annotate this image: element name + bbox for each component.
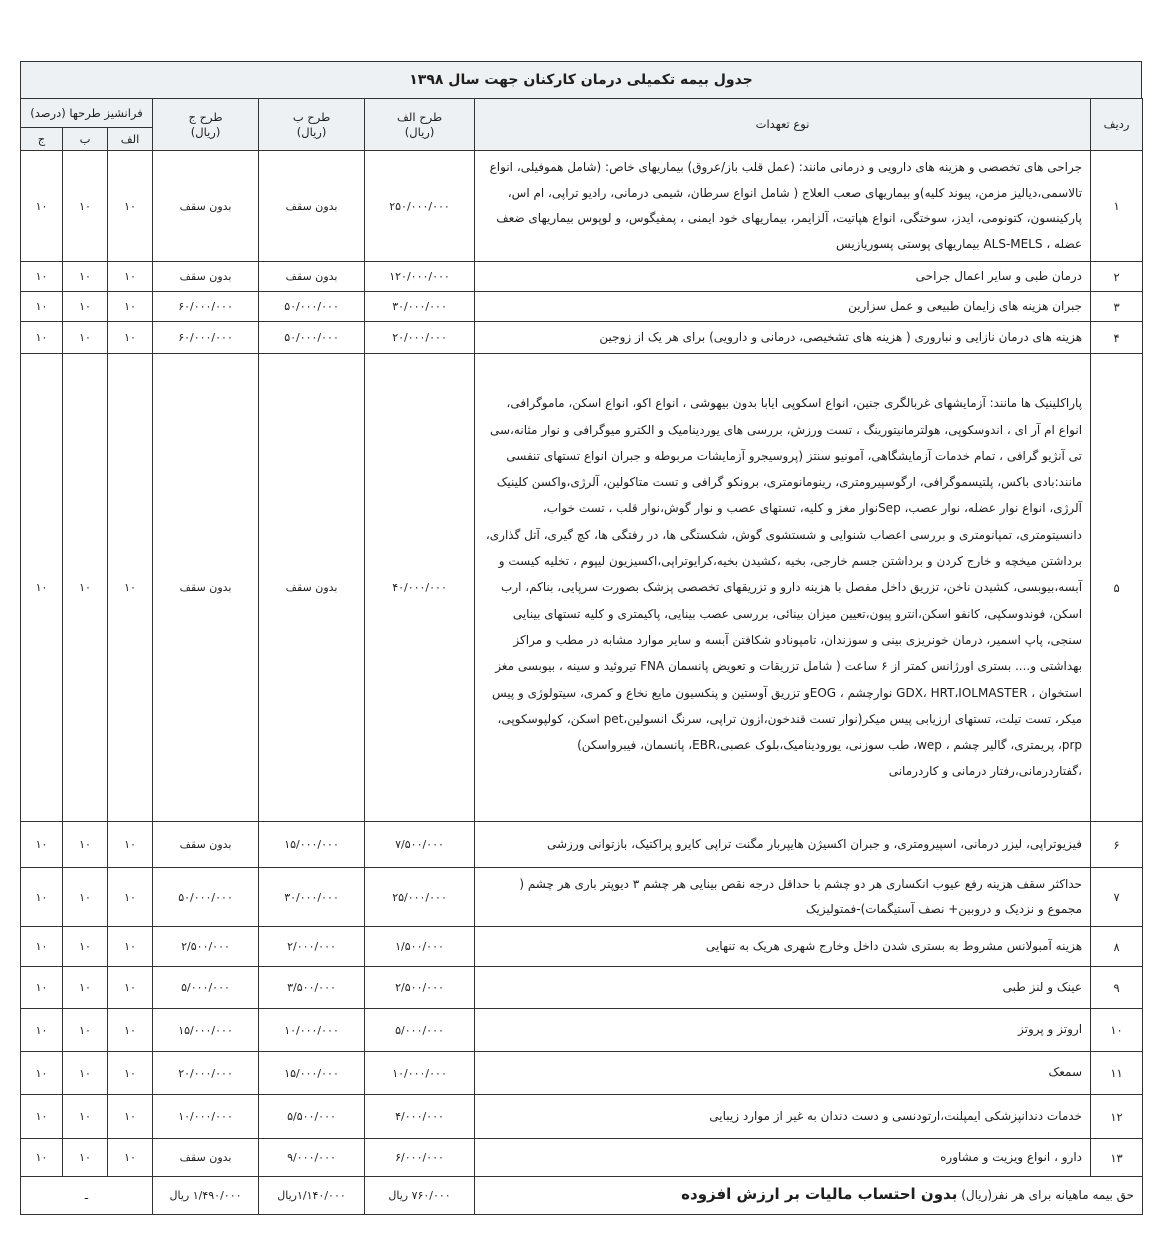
row-franchise-a: ۱۰ xyxy=(108,1009,153,1052)
table-row xyxy=(21,868,1143,927)
header-franchise-a: الف xyxy=(108,128,153,151)
row-plan-b: ۵۰/۰۰۰/۰۰۰ xyxy=(259,292,365,322)
row-franchise-a: ۱۰ xyxy=(108,322,153,354)
row-description: درمان طبی و سایر اعمال جراحی xyxy=(475,262,1091,292)
row-plan-a: ۵/۰۰۰/۰۰۰ xyxy=(365,1009,475,1052)
insurance-sheet xyxy=(20,61,1142,1215)
table-row xyxy=(21,1095,1143,1139)
row-plan-a: ۱/۵۰۰/۰۰۰ xyxy=(365,927,475,967)
row-plan-b: ۵۰/۰۰۰/۰۰۰ xyxy=(259,322,365,354)
row-plan-a: ۳۰/۰۰۰/۰۰۰ xyxy=(365,292,475,322)
row-description: هزینه آمبولانس مشروط به بستری شدن داخل وخارج شهری هریک به تنهایی xyxy=(475,927,1091,967)
header-plan-b xyxy=(259,99,365,151)
row-number: ۳ xyxy=(1091,292,1143,322)
premium-plan-a: ۷۶۰/۰۰۰ ریال xyxy=(365,1177,475,1215)
row-plan-b: ۹/۰۰۰/۰۰۰ xyxy=(259,1139,365,1177)
row-number: ۸ xyxy=(1091,927,1143,967)
table-row xyxy=(21,1052,1143,1095)
table-row xyxy=(21,292,1143,322)
row-franchise-a: ۱۰ xyxy=(108,292,153,322)
row-description: جراحی های تخصصی و هزینه های دارویی و درمانی مانند: (عمل قلب باز/عروق) بیماریهای خاص: (شامل هموفیلی، انواع تالاسمی،دیالیز مزمن، پیوند کلیه)و بیماریهای صعب العلاج ( شامل انواع سرطان، شیمی درمانی، رادیو تراپی، ام اس، پارکینسون، کتونومی، ایدز، سوختگی، انواع هپاتیت، آلزایمر، بیماریهای خود ایمنی ، پمفیگوس، و لوپوس بیماریهای ضعف عضله ، ALS-MELS بیماریهای پوستی پسوریازیس xyxy=(475,151,1091,262)
row-number: ۵ xyxy=(1091,354,1143,822)
row-plan-a: ۶/۰۰۰/۰۰۰ xyxy=(365,1139,475,1177)
header-description: نوع تعهدات xyxy=(475,99,1091,151)
row-franchise-b: ۱۰ xyxy=(63,292,108,322)
row-franchise-a: ۱۰ xyxy=(108,927,153,967)
row-franchise-a: ۱۰ xyxy=(108,967,153,1009)
row-franchise-a: ۱۰ xyxy=(108,822,153,868)
table-title: جدول بیمه تکمیلی درمان کارکنان جهت سال ۱۳۹۸ xyxy=(20,61,1142,98)
premium-plan-c: ۱/۴۹۰/۰۰۰ ریال xyxy=(153,1177,259,1215)
premium-label-plain: حق بیمه ماهیانه برای هر نفر(ریال) xyxy=(961,1188,1135,1203)
row-franchise-b: ۱۰ xyxy=(63,1009,108,1052)
row-plan-a: ۲۵/۰۰۰/۰۰۰ xyxy=(365,868,475,927)
row-franchise-c: ۱۰ xyxy=(21,927,63,967)
premium-row xyxy=(21,1177,1143,1215)
row-franchise-b: ۱۰ xyxy=(63,1139,108,1177)
row-franchise-c: ۱۰ xyxy=(21,1009,63,1052)
header-plan-c-unit: (ریال) xyxy=(190,124,221,139)
row-plan-c: ۵/۰۰۰/۰۰۰ xyxy=(153,967,259,1009)
premium-label-bold: بدون احتساب مالیات بر ارزش افزوده xyxy=(681,1185,958,1204)
row-description: فیزیوتراپی، لیزر درمانی، اسپیرومتری، و جبران اکسیژن هایپربار مگنت تراپی کایرو پراکتیک، بازتوانی ورزشی xyxy=(475,822,1091,868)
row-description: پاراکلینیک ها مانند: آزمایشهای غربالگری جنین، انواع اسکوپی ایابا بدون بیهوشی ، انواع اکو، انواع اسکن، ماموگرافی، انواع ام آر ای ، اندوسکوپی، هولترمانیتورینگ ، تست ورزش، بررسی های یوردینامیک و الکترو میوگرافی و نوار مثانه،سی تی آنژیو گرافی ، تمام خدمات آزمایشگاهی، آمونیو سنتز (پروسیجرو آزمایشات مربوطه و جبران انواع تستهای تنفسی مانند:بادی باکس، پلتیسموگرافی، ارگوسپیرومتری، رینومانومتری، برونکو گرافی و تست متاکولین، آلرژی،واکسن کلینیک آلرژی، انواع نوار عضله، نوار عصب، Sepنوار مغز و کلیه، تستهای عصب و نوار گوش،نوار قلب ، تست خواب، دانسیتومتری، تمپانومتری و بررسی اعصاب شنوایی و شستشوی گوش، شکستگی ها، در رفتگی ها، کچ گیری، آتل گذاری، برداشتن میخچه و خارج کردن و برداشتن جسم خارجی، بخیه ،کشیدن بخیه،کرایوتراپی،اکسیزیون لیپوم ، تخلیه کیست و آبسه،بیوبسی، کشیدن ناخن، تزریق داخل مفصل با هزینه دارو و تزریقهای تخصصی پزشک بصورت سرپایی، بناکم، ارب اسکن، فوندوسکپی، کانفو اسکن،انترو پیون،تعیین میزان بینائی، بررسی عصب بینایی، پاکیمتری و کلیه تستهای بینایی سنجی، پاپ اسمیر، درمان خونریزی بینی و سوزندان، تامپونادو شکافتن آبسه و سایر موارد مشابه در مطب و مراکز بهداشتی و.... بستری اورژانس کمتر از ۶ ساعت ( شامل تزریقات و تعویض پانسمان FNA تیروئید و سینه ، بیوبسی مغز استخوان ، GDX، HRT،IOLMASTER نوارچشم ، EOGو تزریق آوستین و پنکسیون مایع نخاع و کمری، سیتولوژی و پیس میکر، تست تیلت، تستهای ارزیابی پیس میکر(نوار تست قندخون،ازون تراپی، سرنگ انسولین،pet اسکن، کولپوسکوپی، prp، پریمتری، گالیر چشم ، wep، طب سوزنی، یورودینامیک،بلوک عصبی،EBR، پانسمان، فیبرواسکن) ،گفتاردرمانی،رفتار درمانی و کاردرمانی xyxy=(475,354,1091,822)
row-number: ۱۰ xyxy=(1091,1009,1143,1052)
row-number: ۹ xyxy=(1091,967,1143,1009)
row-plan-c: بدون سقف xyxy=(153,822,259,868)
row-franchise-a: ۱۰ xyxy=(108,868,153,927)
row-franchise-c: ۱۰ xyxy=(21,1095,63,1139)
header-plan-c xyxy=(153,99,259,151)
row-plan-a: ۱۰/۰۰۰/۰۰۰ xyxy=(365,1052,475,1095)
row-description: خدمات دندانپزشکی ایمپلنت،ارتودنسی و دست دندان به غیر از موارد زیبایی xyxy=(475,1095,1091,1139)
row-number: ۴ xyxy=(1091,322,1143,354)
row-plan-a: ۲/۵۰۰/۰۰۰ xyxy=(365,967,475,1009)
table-row xyxy=(21,354,1143,822)
row-description: هزینه های درمان نازایی و نباروری ( هزینه های تشخیصی، درمانی و دارویی) برای هر یک از زوجین xyxy=(475,322,1091,354)
row-franchise-c: ۱۰ xyxy=(21,822,63,868)
row-number: ۱۲ xyxy=(1091,1095,1143,1139)
row-franchise-b: ۱۰ xyxy=(63,967,108,1009)
row-plan-c: ۶۰/۰۰۰/۰۰۰ xyxy=(153,322,259,354)
table-row xyxy=(21,151,1143,262)
header-radif: ردیف xyxy=(1091,99,1143,151)
row-plan-c: بدون سقف xyxy=(153,262,259,292)
row-franchise-c: ۱۰ xyxy=(21,151,63,262)
table-row xyxy=(21,1009,1143,1052)
row-franchise-a: ۱۰ xyxy=(108,1095,153,1139)
row-plan-c: بدون سقف xyxy=(153,1139,259,1177)
row-franchise-c: ۱۰ xyxy=(21,1052,63,1095)
premium-plan-b: ۱/۱۴۰/۰۰۰ریال xyxy=(259,1177,365,1215)
row-plan-c: ۱۵/۰۰۰/۰۰۰ xyxy=(153,1009,259,1052)
row-franchise-b: ۱۰ xyxy=(63,822,108,868)
header-plan-b-unit: (ریال) xyxy=(296,124,327,139)
row-plan-c: بدون سقف xyxy=(153,151,259,262)
row-plan-c: ۲/۵۰۰/۰۰۰ xyxy=(153,927,259,967)
row-plan-b: ۱۰/۰۰۰/۰۰۰ xyxy=(259,1009,365,1052)
header-franchise: فرانشیز طرحها (درصد) xyxy=(21,99,153,128)
row-franchise-c: ۱۰ xyxy=(21,967,63,1009)
table-row xyxy=(21,927,1143,967)
row-franchise-c: ۱۰ xyxy=(21,354,63,822)
row-plan-c: بدون سقف xyxy=(153,354,259,822)
row-description: دارو ، انواع ویزیت و مشاوره xyxy=(475,1139,1091,1177)
header-plan-a xyxy=(365,99,475,151)
row-franchise-b: ۱۰ xyxy=(63,322,108,354)
premium-franchise: ـ xyxy=(21,1177,153,1215)
row-plan-a: ۲۵۰/۰۰۰/۰۰۰ xyxy=(365,151,475,262)
premium-label xyxy=(475,1177,1143,1215)
header-plan-b-label: طرح ب xyxy=(292,109,331,124)
row-franchise-c: ۱۰ xyxy=(21,262,63,292)
row-plan-b: بدون سقف xyxy=(259,262,365,292)
header-plan-a-label: طرح الف xyxy=(396,109,443,124)
row-plan-b: ۵/۵۰۰/۰۰۰ xyxy=(259,1095,365,1139)
table-row xyxy=(21,322,1143,354)
row-plan-b: بدون سقف xyxy=(259,151,365,262)
row-plan-a: ۴/۰۰۰/۰۰۰ xyxy=(365,1095,475,1139)
row-plan-a: ۷/۵۰۰/۰۰۰ xyxy=(365,822,475,868)
row-plan-b: بدون سقف xyxy=(259,354,365,822)
table-row xyxy=(21,967,1143,1009)
row-description: سمعک xyxy=(475,1052,1091,1095)
row-franchise-c: ۱۰ xyxy=(21,1139,63,1177)
row-franchise-b: ۱۰ xyxy=(63,151,108,262)
table-row xyxy=(21,262,1143,292)
table-row xyxy=(21,822,1143,868)
row-number: ۶ xyxy=(1091,822,1143,868)
table-row xyxy=(21,1139,1143,1177)
row-description: عینک و لنز طبی xyxy=(475,967,1091,1009)
row-franchise-b: ۱۰ xyxy=(63,354,108,822)
row-franchise-b: ۱۰ xyxy=(63,927,108,967)
row-plan-b: ۱۵/۰۰۰/۰۰۰ xyxy=(259,822,365,868)
header-plan-c-label: طرح ج xyxy=(188,109,223,124)
row-plan-c: ۵۰/۰۰۰/۰۰۰ xyxy=(153,868,259,927)
row-description: اروتز و پروتز xyxy=(475,1009,1091,1052)
row-number: ۲ xyxy=(1091,262,1143,292)
row-plan-b: ۳/۵۰۰/۰۰۰ xyxy=(259,967,365,1009)
row-franchise-a: ۱۰ xyxy=(108,262,153,292)
row-number: ۱۱ xyxy=(1091,1052,1143,1095)
row-franchise-b: ۱۰ xyxy=(63,262,108,292)
row-franchise-b: ۱۰ xyxy=(63,868,108,927)
row-franchise-a: ۱۰ xyxy=(108,151,153,262)
row-franchise-c: ۱۰ xyxy=(21,868,63,927)
coverage-table xyxy=(20,98,1143,1215)
row-plan-a: ۲۰/۰۰۰/۰۰۰ xyxy=(365,322,475,354)
row-plan-a: ۴۰/۰۰۰/۰۰۰ xyxy=(365,354,475,822)
row-number: ۷ xyxy=(1091,868,1143,927)
row-franchise-b: ۱۰ xyxy=(63,1095,108,1139)
header-franchise-c: ج xyxy=(21,128,63,151)
row-franchise-b: ۱۰ xyxy=(63,1052,108,1095)
row-plan-c: ۲۰/۰۰۰/۰۰۰ xyxy=(153,1052,259,1095)
header-plan-a-unit: (ریال) xyxy=(404,124,435,139)
row-description: حداکثر سقف هزینه رفع عیوب انکساری هر دو چشم با حداقل درجه نقص بینایی هر چشم ۳ دیوپتر باری هر چشم ( مجموع و نزدیک و دروبین+ نصف آستیگمات)-فمتولیزیک xyxy=(475,868,1091,927)
row-franchise-a: ۱۰ xyxy=(108,354,153,822)
row-franchise-c: ۱۰ xyxy=(21,292,63,322)
header-franchise-b: ب xyxy=(63,128,108,151)
row-plan-b: ۱۵/۰۰۰/۰۰۰ xyxy=(259,1052,365,1095)
row-franchise-a: ۱۰ xyxy=(108,1052,153,1095)
row-plan-b: ۳۰/۰۰۰/۰۰۰ xyxy=(259,868,365,927)
row-plan-c: ۶۰/۰۰۰/۰۰۰ xyxy=(153,292,259,322)
row-plan-b: ۲/۰۰۰/۰۰۰ xyxy=(259,927,365,967)
row-number: ۱۳ xyxy=(1091,1139,1143,1177)
row-description: جبران هزینه های زایمان طبیعی و عمل سزارین xyxy=(475,292,1091,322)
row-number: ۱ xyxy=(1091,151,1143,262)
row-franchise-c: ۱۰ xyxy=(21,322,63,354)
row-franchise-a: ۱۰ xyxy=(108,1139,153,1177)
row-plan-a: ۱۲۰/۰۰۰/۰۰۰ xyxy=(365,262,475,292)
row-plan-c: ۱۰/۰۰۰/۰۰۰ xyxy=(153,1095,259,1139)
